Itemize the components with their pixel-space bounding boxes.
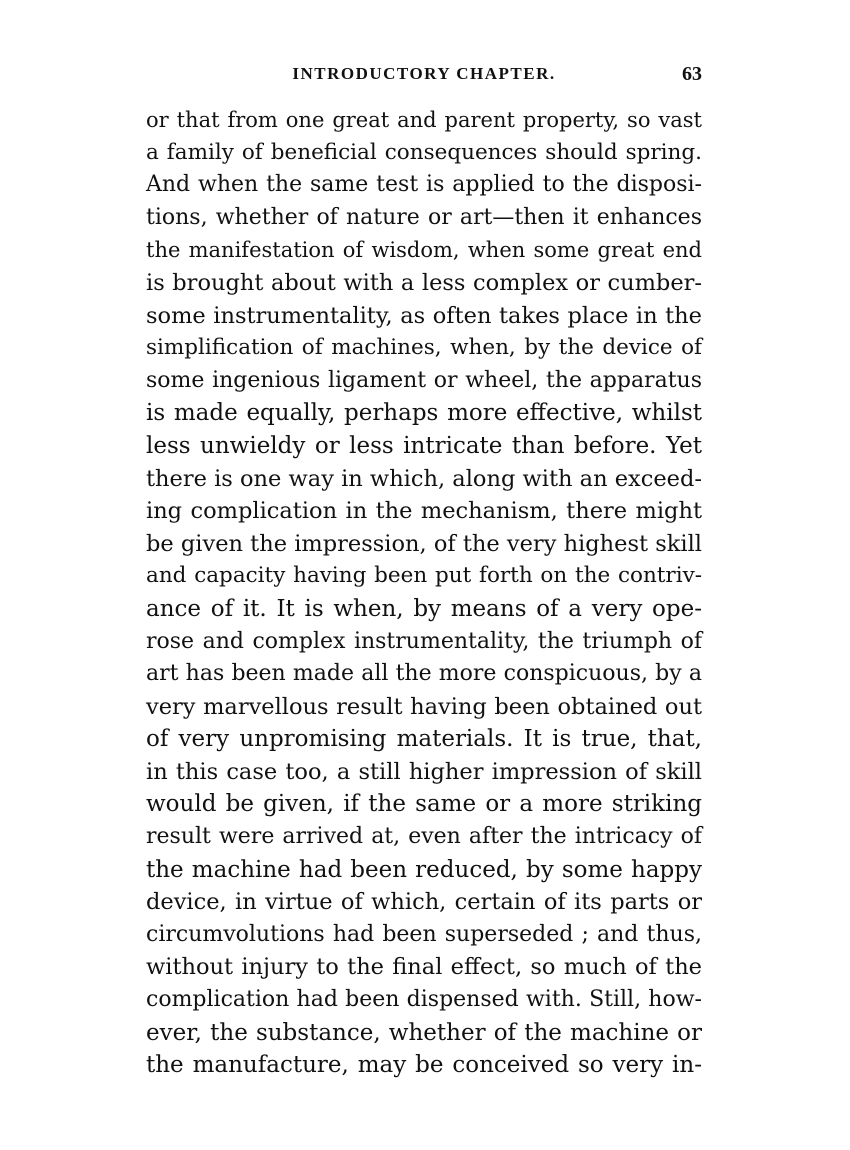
text-line: the manufacture, may be conceived so very in- bbox=[146, 1052, 702, 1079]
text-line: And when the same test is applied to the disposi- bbox=[146, 172, 702, 198]
text-line: the manifestation of wisdom, when some great end bbox=[146, 238, 702, 263]
text-line: without injury to the final effect, so much of the bbox=[146, 954, 702, 981]
page-number: 63 bbox=[682, 63, 702, 85]
text-line: some instrumentality, as often takes place in the bbox=[146, 302, 702, 329]
text-line: ing complication in the mechanism, there might bbox=[146, 498, 702, 525]
text-line: less unwieldy or less intricate than before. Yet bbox=[146, 432, 702, 459]
text-line: be given the impression, of the very highest skill bbox=[146, 530, 702, 557]
text-line: the machine had been reduced, by some happy bbox=[146, 856, 702, 883]
text-line: art has been made all the more conspicuous, by a bbox=[146, 661, 702, 687]
text-line: some ingenious ligament or wheel, the apparatus bbox=[146, 367, 702, 393]
text-line: complication had been dispensed with. Still, how- bbox=[146, 987, 702, 1013]
chapter-title: INTRODUCTORY CHAPTER. bbox=[292, 64, 556, 83]
text-line: tions, whether of nature or art—then it enhances bbox=[146, 204, 702, 230]
body-text bbox=[146, 104, 702, 1082]
text-line: ance of it. It is when, by means of a very ope- bbox=[146, 595, 702, 622]
text-line: of very unpromising materials. It is true, that, bbox=[146, 726, 702, 753]
text-line: simplification of machines, when, by the device of bbox=[146, 335, 702, 361]
text-line: there is one way in which, along with an exceed- bbox=[146, 465, 702, 492]
running-head bbox=[146, 58, 702, 88]
text-line: a family of beneficial consequences should spring. bbox=[146, 139, 702, 165]
text-line: circumvolutions had been superseded ; and thus, bbox=[146, 921, 702, 947]
text-line: result were arrived at, even after the intricacy of bbox=[146, 824, 702, 850]
text-line: and capacity having been put forth on the contriv- bbox=[146, 563, 702, 589]
text-line: is made equally, perhaps more effective, whilst bbox=[146, 400, 702, 427]
text-line: device, in virtue of which, certain of its parts or bbox=[146, 889, 702, 916]
text-line: in this case too, a still higher impression of skill bbox=[146, 758, 702, 785]
text-line: would be given, if the same or a more striking bbox=[146, 791, 702, 818]
text-line: very marvellous result having been obtained out bbox=[146, 693, 702, 720]
text-line: rose and complex instrumentality, the triumph of bbox=[146, 628, 702, 654]
text-line: is brought about with a less complex or cumber- bbox=[146, 269, 702, 296]
text-line: ever, the substance, whether of the machine or bbox=[146, 1019, 702, 1046]
text-line: or that from one great and parent property, so vast bbox=[146, 108, 702, 132]
